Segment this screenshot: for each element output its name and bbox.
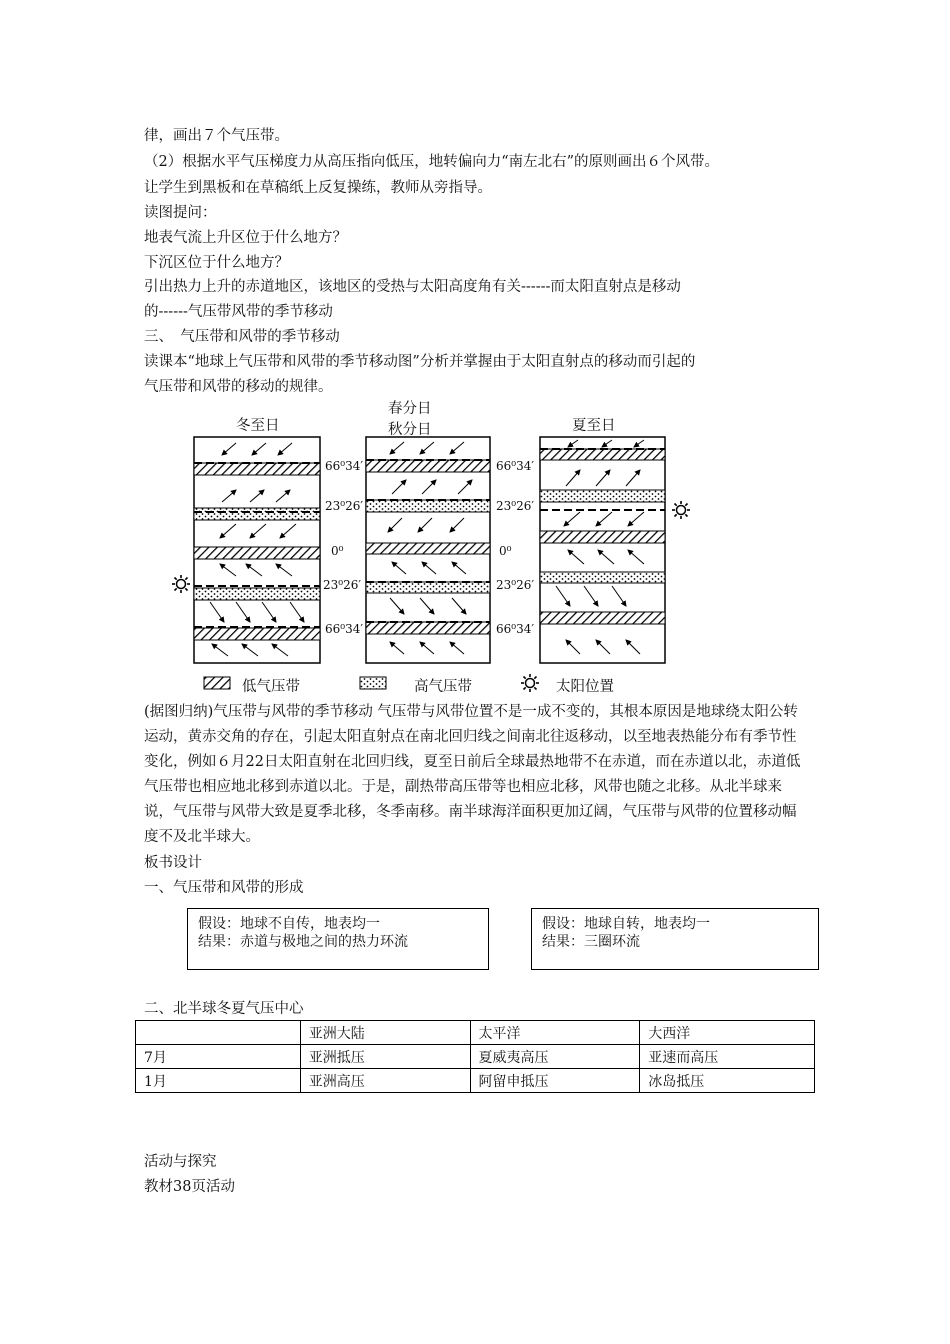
activity-text: 教材38页活动: [144, 1179, 235, 1195]
table-cell: 冰岛抵压: [640, 1069, 815, 1093]
lat-label: 0⁰: [331, 544, 344, 558]
table-cell: 夏威夷高压: [470, 1045, 640, 1069]
table-cell: 大西洋: [640, 1021, 815, 1045]
text-line: 气压带和风带的移动的规律。: [144, 379, 333, 395]
title-spring-equinox: 春分日: [388, 401, 432, 417]
table-cell: 阿留申抵压: [470, 1069, 640, 1093]
text-line: 引出热力上升的赤道地区，该地区的受热与太阳高度角有关------而太阳直射点是移动: [144, 279, 681, 295]
panel-equinox: [366, 437, 490, 663]
title-winter: 冬至日: [236, 418, 280, 434]
table-row: [136, 1069, 815, 1093]
box-line: 结果：三圈环流: [542, 934, 640, 950]
legend-high-swatch: [360, 677, 386, 689]
lat-label: 23⁰26′: [496, 499, 535, 513]
text-line: 让学生到黑板和在草稿纸上反复操练，教师从旁指导。: [144, 180, 492, 196]
legend-low-swatch: [204, 677, 230, 689]
text-line: 律，画出７个气压带。: [144, 128, 289, 144]
board-title: 板书设计: [144, 855, 202, 871]
summary-paragraph: (据图归纳)气压带与风带的季节移动 气压带与风带位置不是一成不变的，其根本原因是地球绕太阳公转运动，黄赤交角的存在，引起太阳直射点在南北回归线之间南北往返移动，以至地表热能分布有季节性变化，例如６月22日太阳直射在北回归线，夏至日前后全球最热地带不在赤道，而在赤道以北，赤道低气压带也相应地北移到赤道以北。于是，副热带高压带等也相应北移，风带也随之北移。从北半球来说，气压带与风带大致是夏季北移，冬季南移。南半球海洋面积更加辽阔，气压带与风带的位置移动幅度不及北半球大。: [144, 704, 801, 845]
section-heading: 一、气压带和风带的形成: [144, 880, 304, 896]
lat-label: 66⁰34′: [496, 622, 535, 636]
sun-icon: [672, 501, 690, 519]
section-heading: 三、 气压带和风带的季节移动: [144, 329, 340, 345]
lat-label: 66⁰34′: [496, 459, 535, 473]
pressure-center-table: [135, 1020, 815, 1093]
title-autumn-equinox: 秋分日: [388, 422, 432, 438]
table-cell: 亚速而高压: [640, 1045, 815, 1069]
table-cell: 7月: [136, 1045, 301, 1069]
assumption-box-1: [187, 908, 489, 970]
text-line: 地表气流上升区位于什么地方？: [144, 230, 347, 246]
text-line: 读课本“地球上气压带和风带的季节移动图”分析并掌握由于太阳直射点的移动而引起的: [144, 354, 696, 370]
text-line: 读图提问：: [144, 205, 217, 221]
lat-label: 66⁰34′: [325, 622, 364, 636]
lat-label: 0⁰: [499, 544, 512, 558]
legend-low-label: 低气压带: [242, 679, 300, 695]
table-header-row: [136, 1021, 815, 1045]
activity-title: 活动与探究: [144, 1154, 217, 1170]
lat-label: 23⁰26′: [496, 578, 535, 592]
table-cell: 亚洲高压: [300, 1069, 470, 1093]
legend-high-label: 高气压带: [414, 679, 472, 695]
panel-summer: [540, 437, 665, 663]
section-heading: 二、北半球冬夏气压中心: [144, 1001, 304, 1017]
sun-icon: [521, 674, 539, 692]
sun-icon: [172, 575, 190, 593]
table-cell: 1月: [136, 1069, 301, 1093]
text-line: 下沉区位于什么地方？: [144, 255, 289, 271]
assumption-box-2: [531, 908, 819, 970]
panel-winter: [194, 437, 320, 663]
box-line: 假设：地球不自传，地表均一: [198, 916, 380, 932]
lat-label: 23⁰26′: [325, 499, 364, 513]
lat-label: 66⁰34′: [325, 459, 364, 473]
box-line: 假设：地球自转，地表均一: [542, 916, 710, 932]
table-cell: [136, 1021, 301, 1045]
legend-sun-label: 太阳位置: [556, 679, 614, 695]
lat-label: 23⁰26′: [323, 578, 362, 592]
box-line: 结果：赤道与极地之间的热力环流: [198, 934, 408, 950]
table-cell: 太平洋: [470, 1021, 640, 1045]
table-cell: 亚洲抵压: [300, 1045, 470, 1069]
text-line: （2）根据水平气压梯度力从高压指向低压，地转偏向力“南左北右”的原则画出６个风带。: [144, 154, 720, 170]
table-row: [136, 1045, 815, 1069]
title-summer: 夏至日: [572, 418, 616, 434]
table-cell: 亚洲大陆: [300, 1021, 470, 1045]
text-line: 的------气压带风带的季节移动: [144, 304, 333, 320]
